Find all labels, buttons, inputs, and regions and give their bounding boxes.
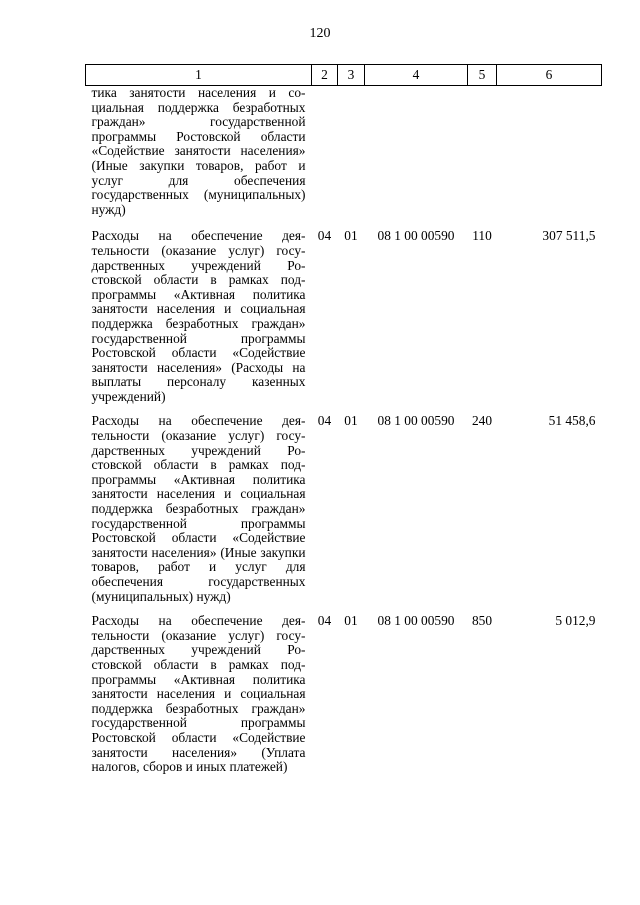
row-description: Расходы на обеспечение деятельности (оказание услуг) государственных учреждений Ростовской области в рамках подпрограммы «Активная политика занятости населения и социальная поддержка безработных граждан» государственной программы Ростовской области «Содействие занятости населения» (Уплата налогов, сборов и иных платежей) [91, 613, 306, 775]
row-description: Расходы на обеспечение деятельности (оказание услуг) государственных учреждений Ростовской области в рамках подпрограммы «Активная политика занятости населения и социальная поддержка безработных граждан» государственной программы Ростовской области «Содействие занятости населения» (Расходы на выплаты персоналу казенных учреждений) [91, 228, 306, 404]
row-target: 08 1 00 00590 [377, 413, 455, 429]
row-subsection: 01 [344, 613, 358, 629]
row-target [365, 86, 468, 230]
row-amount: 307 511,5 [542, 228, 596, 244]
row-description: Расходы на обеспечение деятельности (оказание услуг) государственных учреждений Ростовской области в рамках подпрограммы «Активная политика занятости населения и социальная поддержка безработных граждан» государственной программы Ростовской области «Содействие занятости населения» (Иные закупки товаров, работ и услуг для обеспечения государственных (муниципальных) нужд) [91, 413, 306, 604]
row-subsection: 01 [344, 413, 358, 429]
header-col-3: 3 [338, 65, 365, 86]
row-amount: 51 458,6 [548, 413, 596, 429]
page-number: 120 [309, 26, 331, 41]
row-subsection [338, 86, 365, 230]
header-col-2: 2 [312, 65, 338, 86]
budget-table [85, 64, 602, 775]
row-subsection: 01 [344, 228, 358, 244]
table-body [86, 86, 602, 775]
row-amount: 5 012,9 [555, 613, 596, 629]
row-section: 04 [317, 613, 332, 629]
table-row [86, 414, 602, 614]
row-section: 04 [317, 413, 332, 429]
row-target: 08 1 00 00590 [377, 228, 455, 244]
row-expense-type: 240 [471, 413, 493, 429]
header-row [86, 65, 602, 86]
row-expense-type [468, 86, 497, 230]
row-section: 04 [317, 228, 332, 244]
row-amount [497, 86, 602, 230]
table-row [86, 614, 602, 775]
header-col-5: 5 [468, 65, 497, 86]
table-row [86, 229, 602, 414]
row-expense-type: 850 [471, 613, 493, 629]
row-expense-type: 110 [472, 228, 492, 244]
header-col-4: 4 [365, 65, 468, 86]
header-col-6: 6 [497, 65, 602, 86]
table-header [86, 65, 602, 86]
row-description: тика занятости населения и социальная поддержка безработных граждан» государственной программы Ростовской области «Содействие занятости населения» (Иные закупки товаров, работ и услуг для обеспечения государственных (муниципальных) нужд) [91, 85, 306, 217]
header-col-1: 1 [86, 65, 312, 86]
table-row [86, 86, 602, 230]
row-section [312, 86, 338, 230]
row-target: 08 1 00 00590 [377, 613, 455, 629]
